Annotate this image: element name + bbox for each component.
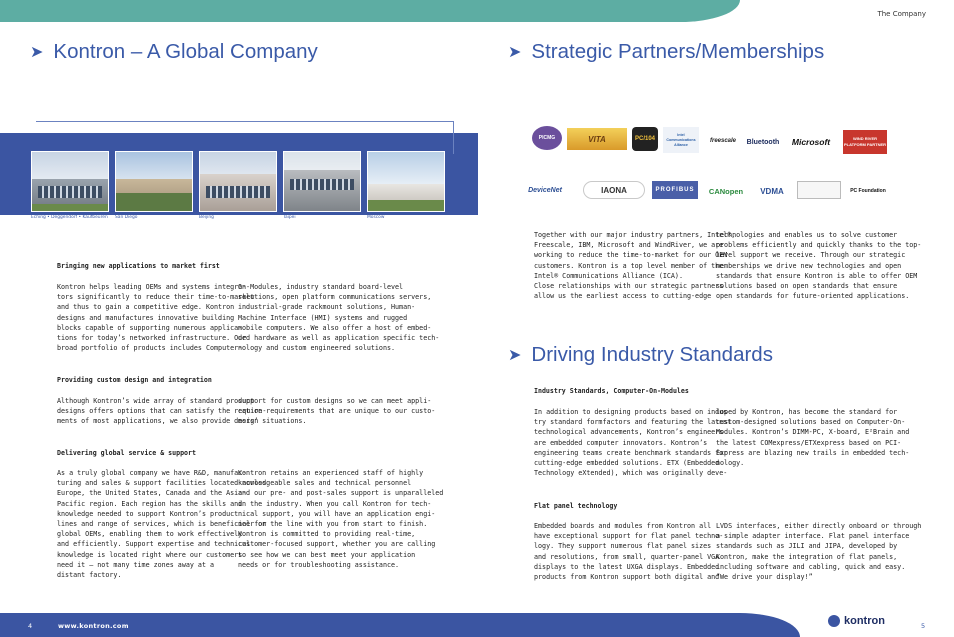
arrow-bullet-icon: ➤ [508, 347, 522, 364]
standards-title-text: Driving Industry Standards [531, 343, 773, 366]
photo-caption: Moscow [367, 215, 385, 220]
logo-iaona: IAONA [583, 181, 645, 199]
page-number-right: 5 [921, 622, 926, 630]
logo-freescale: freescale [709, 138, 737, 144]
brand-name: kontron [844, 615, 885, 627]
logo-partner-badge [797, 181, 841, 199]
logo-intel-alliance: Intel Communications Alliance [663, 127, 699, 153]
body-text: support for custom designs so we can meet appli- cation requirements that are unique to our custo- mers’ situations. [238, 397, 436, 426]
photo-caption: San Diego [115, 215, 138, 220]
partners-title-text: Strategic Partners/Memberships [531, 40, 825, 63]
photo-beijing [199, 151, 277, 212]
logo-profibus: PROFIBUS [652, 181, 698, 199]
body-text: loped by Kontron, has become the standard for custom-designed solutions based on Computer-On- Modules. Kontron’s DIMM-PC, X-board, E²Brain and the latest COMexpress/ETXexpress based on PCI- Express are blazing new trails in embedded tech- nology. [716, 408, 910, 468]
section-heading: Flat panel technology [534, 502, 618, 510]
kontron-logo-icon [828, 615, 840, 627]
arrow-bullet-icon: ➤ [508, 44, 522, 61]
section-heading: Industry Standards, Computer-On-Modules [534, 387, 689, 395]
logo-wind-river: WIND RIVER PLATFORM PARTNER [843, 130, 887, 154]
section-heading: Bringing new applications to market first [57, 262, 220, 270]
logo-bluetooth: Bluetooth [746, 138, 780, 146]
page-number-left: 4 [28, 622, 33, 630]
section-heading: Delivering global service & support [57, 449, 196, 457]
section-heading: Providing custom design and integration [57, 376, 212, 384]
logo-pc-foundation: PC Foundation [850, 187, 886, 194]
logo-vdma: VDMA [760, 186, 784, 196]
photo-caption: Beijing [199, 215, 214, 220]
logo-pc104: PC/104 [632, 127, 658, 151]
logo-devicenet: DeviceNet [528, 186, 562, 194]
chapter-label: The Company [877, 10, 926, 18]
arrow-bullet-icon: ➤ [30, 44, 44, 61]
photo-caption: Eching • Deggendorf • Kaufbeuren [31, 215, 108, 220]
body-text: Kontron helps leading OEMs and systems integra- tors significantly to reduce their time-to-market and thus to gain a competitive edge. Kontron designs and manufactures innovative building blocks capable of supporting numerous applica- tions for today’s networked infrastructure. Our broad portfolio of products includes Computer- [57, 283, 255, 353]
body-text: technologies and enables us to solve customer problems efficiently and quickly thanks to the top- level support we receive. Through our strategic memberships we drive new technologies and open standards that ensure Kontron is able to offer OEM solutions based on open standards that ensure open standards for future-oriented applications. [716, 231, 922, 301]
standards-title [508, 343, 773, 367]
logo-microsoft: Microsoft [791, 137, 831, 147]
body-text: Embedded boards and modules from Kontron all have exceptional support for flat panel techno- logy. They support numerous flat panel sizes and resolutions, from small, quarter-panel VGA displays to the latest UXGA displays. Embedded products from Kontron support both digital and [534, 522, 724, 582]
body-text: In addition to designing products based on indus- try standard formfactors and featuring the latest technological advancements, Kontron’s engineers are embedded computer innovators. Kontron’s engineering teams create benchmark standards for cutting-edge embedded solutions. ETX (Embedded Technology eXtended), which was originally deve- [534, 408, 732, 478]
logo-canopen: CANopen [708, 186, 744, 196]
body-text: As a truly global company we have R&D, manufac- turing and sales & support facilities located across Europe, the United States, Canada and the Asia- Pacific region. Each region has the skills and knowledge needed to support Kontron’s product lines and range of services, which is beneficial for global OEMs, enabling them to work effectively and efficiently. Support expertise and technical knowledge is located right where our customers need it – not many time zones away at a distant factory. [57, 469, 267, 580]
logo-vita: VITA [567, 128, 627, 150]
website-url[interactable]: www.kontron.com [58, 622, 129, 630]
photo-san-diego [115, 151, 193, 212]
photo-eching [31, 151, 109, 212]
photo-taipei [283, 151, 361, 212]
photo-moscow [367, 151, 445, 212]
top-color-band [0, 0, 740, 22]
body-text: Although Kontron’s wide array of standard product designs offers options that can satisfy the require- ments of most applications, we also provide design [57, 397, 267, 426]
partners-title [508, 40, 824, 64]
body-text: Together with our major industry partners, Intel®, Freescale, IBM, Microsoft and WindRiver, we are working to reduce the time-to-market for our OEM customers. Kontron is a top level member of the Intel® Communications Alliance (ICA). Close relationships with our strategic partners allow us the earliest access to cutting-edge [534, 231, 736, 301]
photo-caption: Taipei [283, 215, 296, 220]
left-title-text: Kontron – A Global Company [53, 40, 318, 63]
left-page-title [30, 40, 318, 64]
kontron-brand [828, 615, 885, 627]
photo-frame-line [36, 121, 454, 154]
body-text: Kontron retains an experienced staff of highly knowledgeable sales and technical personnel and our pre- and post-sales support is unparalleled in the industry. When you call Kontron for tech- nical support, you will have an application engi- neer on the line with you from start to finish. Kontron is committed to providing real-time, customer-focused support, whether you are calling to see how we can best meet your application needs or for troubleshooting assistance. [238, 469, 444, 569]
body-text: On-Modules, industry standard board-level solutions, open platform communications servers, industrial-grade rackmount solutions, Human- Machine Interface (HMI) systems and rugged mobile computers. We also offer a host of embed- ded hardware as well as application specific tech- nology and custom engineered solutions. [238, 283, 440, 353]
body-text: LVDS interfaces, either directly onboard or through a simple adapter interface. Flat panel interface standards such as JILI and JIPA, developed by Kontron, make the integration of flat panels, including software and cabling, quick and easy. “We drive your display!” [716, 522, 922, 582]
logo-picmg: PICMG [532, 126, 562, 150]
